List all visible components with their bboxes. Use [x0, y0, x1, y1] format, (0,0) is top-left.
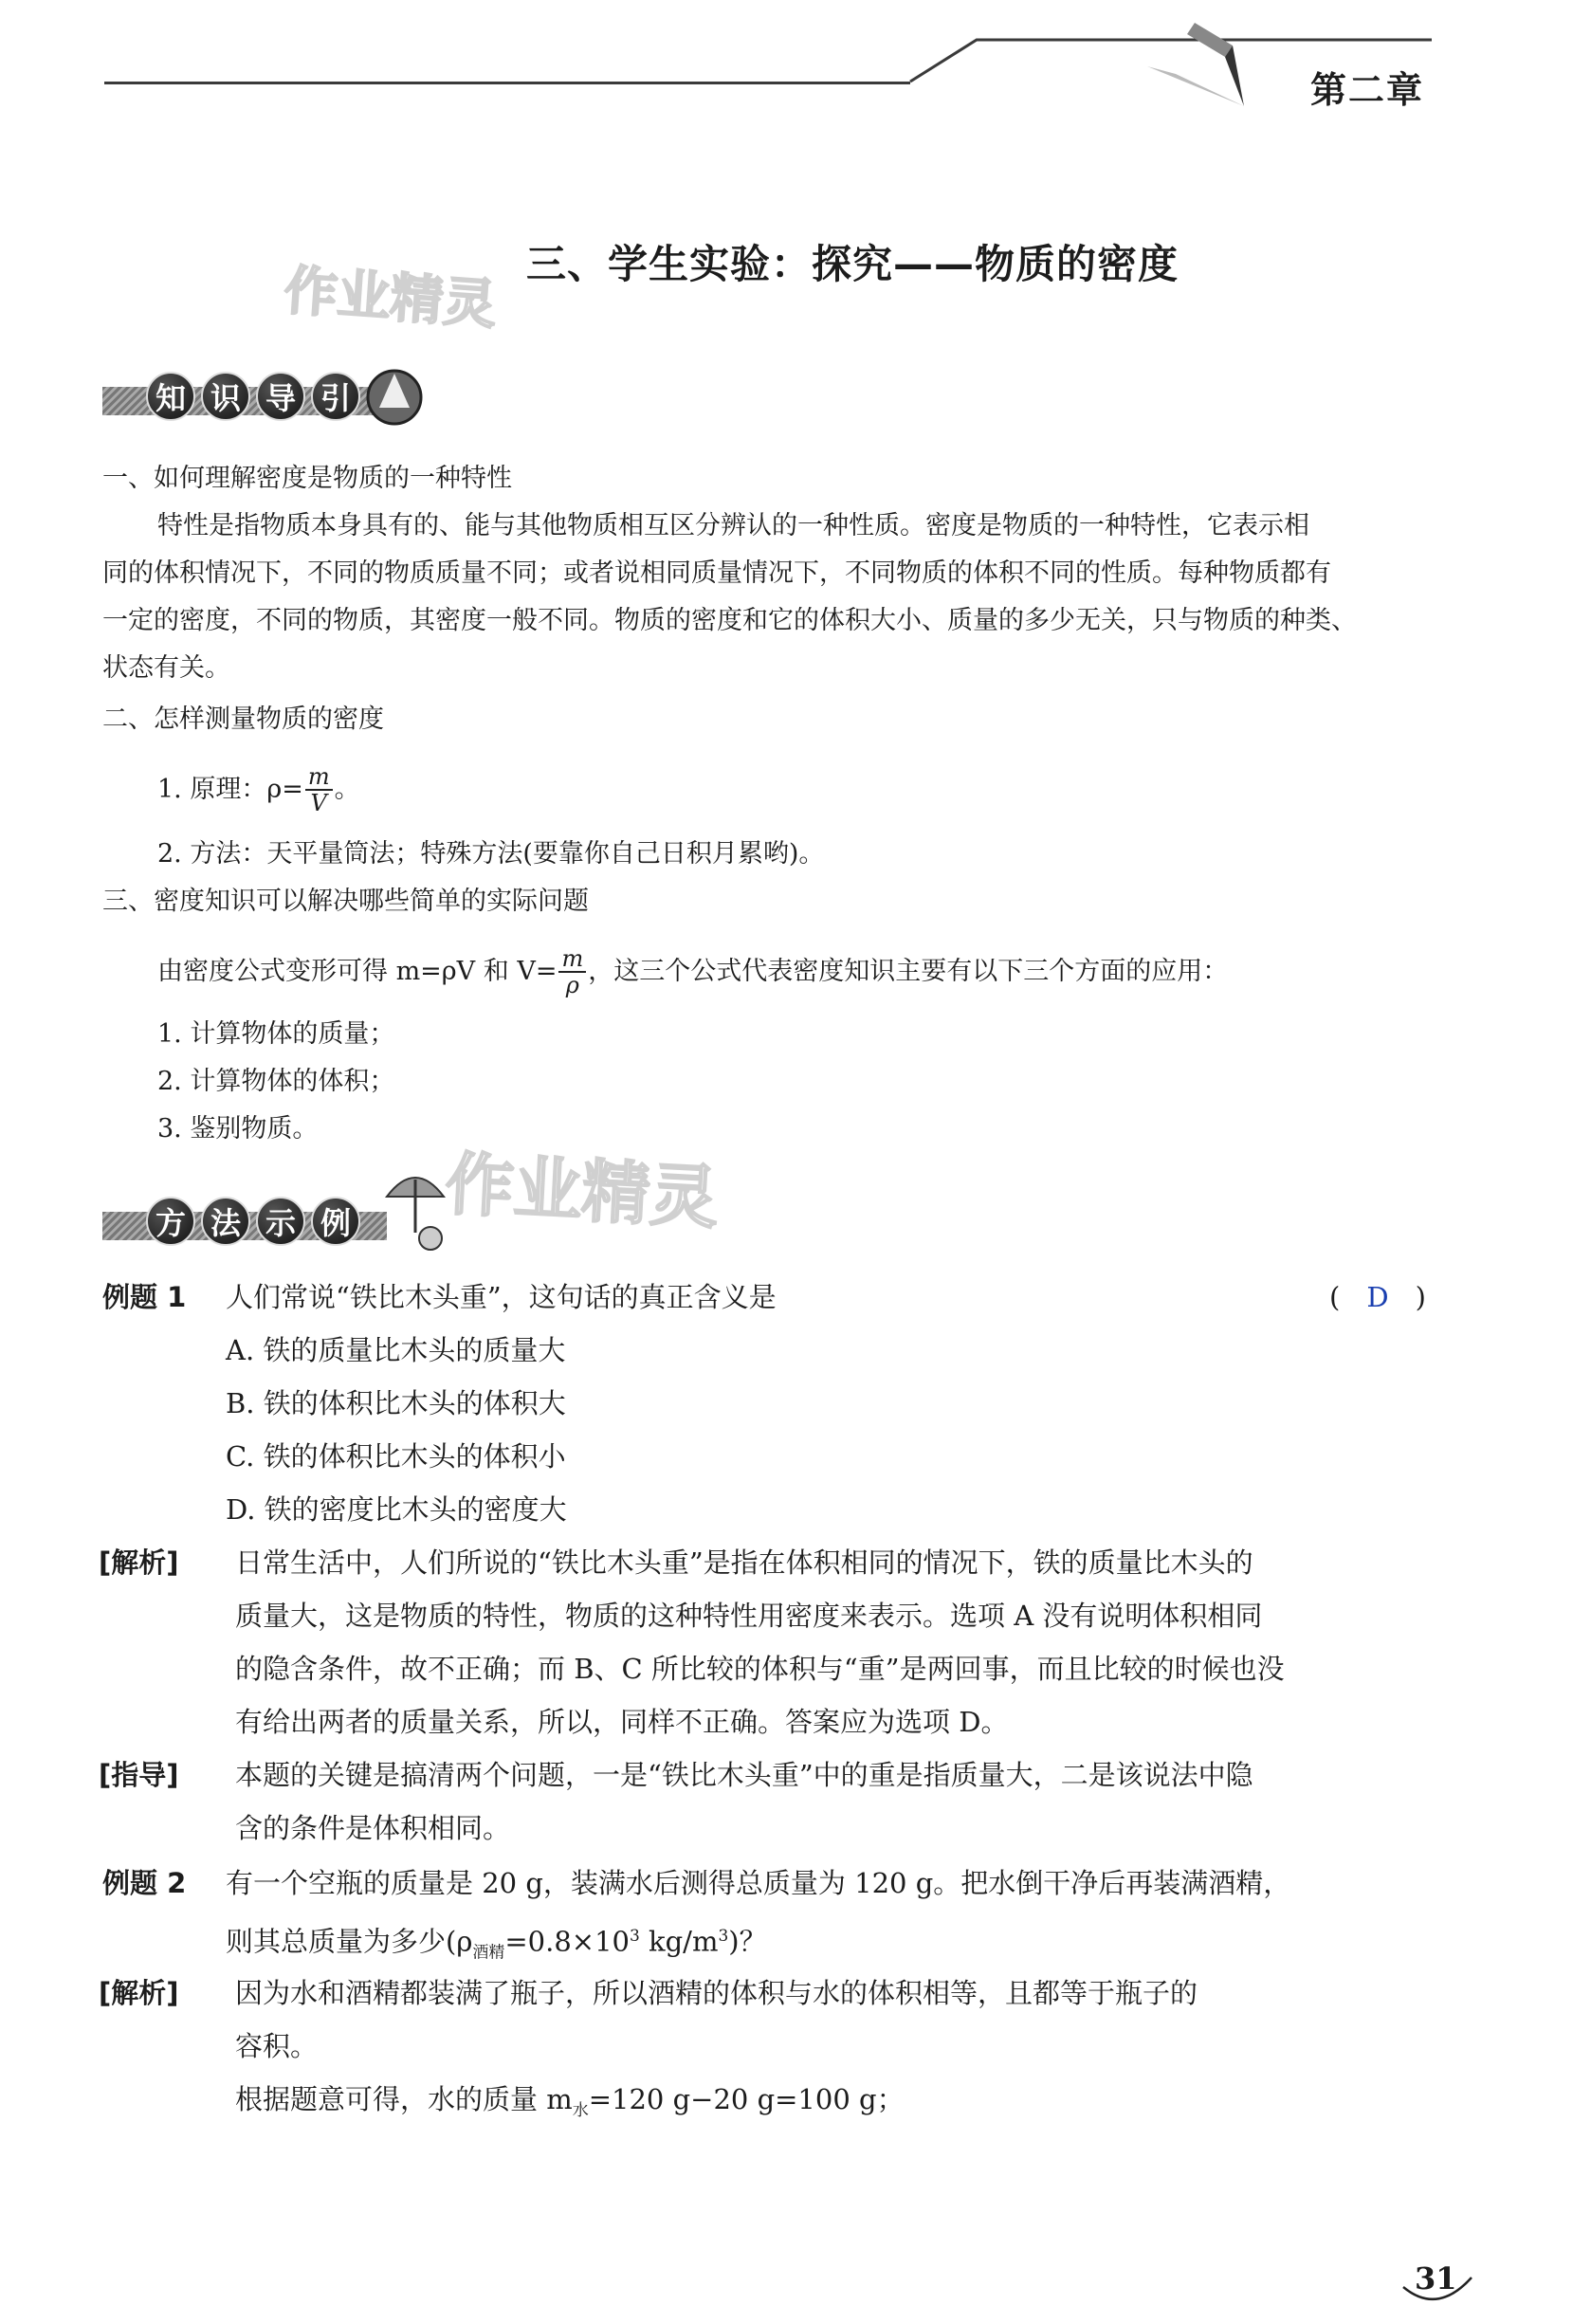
- banner-char: 方: [146, 1197, 195, 1246]
- banner-char: 知: [146, 372, 195, 421]
- fraction-denominator: V: [310, 790, 327, 817]
- chapter-label: 第二章: [1310, 69, 1425, 111]
- bracket-right: ): [1415, 1281, 1426, 1313]
- paragraph-line: 状态有关。: [102, 653, 230, 683]
- analysis-line: 的隐含条件，故不正确；而 B、C 所比较的体积与“重”是两回事，而且比较的时候也没: [235, 1653, 1285, 1685]
- guidance-line: 本题的关键是搞清两个问题，一是“铁比木头重”中的重是指质量大，二是该说法中隐: [235, 1759, 1253, 1791]
- umbrella-icon: [377, 1159, 453, 1253]
- banner-char: 法: [201, 1197, 250, 1246]
- q2-superscript: 3: [630, 1927, 640, 1946]
- paragraph-line: 同的体积情况下，不同的物质质量不同；或者说相同质量情况下，不同物质的体积不同的性质。每种物质都有: [102, 558, 1331, 588]
- option-c: C. 铁的体积比木头的体积小: [226, 1440, 566, 1473]
- q2-subscript: 酒精: [472, 1943, 505, 1963]
- banner-char: 示: [256, 1197, 305, 1246]
- bracket-left: (: [1329, 1281, 1341, 1313]
- example-2-label: 例题 2: [102, 1867, 187, 1899]
- analysis-line: 质量大，这是物质的特性，物质的这种特性用密度来表示。选项 A 没有说明体积相同: [235, 1600, 1263, 1632]
- option-a: A. 铁的质量比木头的质量大: [226, 1334, 566, 1366]
- paragraph-line: 特性是指物质本身具有的、能与其他物质相互区分辨认的一种性质。密度是物质的一种特性，它表示相: [157, 511, 1309, 540]
- formula-suffix: ，这三个公式代表密度知识主要有以下三个方面的应用：: [588, 957, 1229, 987]
- principle-prefix: 1. 原理：ρ=: [157, 775, 303, 805]
- mass-text: =120 g−20 g=100 g；: [588, 2083, 905, 2115]
- analysis-1-label: [解析]: [99, 1546, 179, 1579]
- fraction-denominator: ρ: [565, 972, 579, 999]
- q2-superscript: 3: [718, 1927, 729, 1946]
- formula-paragraph: [157, 946, 1228, 998]
- paragraph-line: 一定的密度，不同的物质，其密度一般不同。物质的密度和它的体积大小、质量的多少无关，只与物质的种类、: [102, 606, 1357, 635]
- principle-suffix: 。: [334, 775, 360, 805]
- banner-char: 例: [311, 1197, 360, 1246]
- analysis-2-label: [解析]: [99, 1977, 179, 2009]
- page-number-decoration: [1399, 2270, 1475, 2308]
- q2-text: =0.8×10: [504, 1925, 630, 1958]
- analysis-line: 日常生活中，人们所说的“铁比木头重”是指在体积相同的情况下，铁的质量比木头的: [235, 1546, 1253, 1579]
- list-item: 2. 计算物体的体积；: [157, 1067, 395, 1096]
- heading-1: 一、如何理解密度是物质的一种特性: [102, 464, 512, 493]
- principle-item: [157, 764, 360, 816]
- banner-char: 识: [201, 372, 250, 421]
- guidance-label: [指导]: [99, 1759, 179, 1791]
- sphere-icon: [357, 364, 432, 430]
- analysis-line: 因为水和酒精都装满了瓶子，所以酒精的体积与水的体积相等，且都等于瓶子的: [235, 1977, 1198, 2009]
- answer-bracket: [1329, 1271, 1426, 1324]
- q2-text: 则其总质量为多少(ρ: [226, 1925, 473, 1958]
- analysis-line: 容积。: [235, 2030, 319, 2062]
- mass-text: 根据题意可得，水的质量 m: [235, 2083, 573, 2115]
- list-item: 3. 鉴别物质。: [157, 1114, 319, 1144]
- example-1-question: 人们常说“铁比木头重”，这句话的真正含义是: [226, 1281, 777, 1313]
- analysis-line-mass: [235, 2073, 905, 2137]
- fraction-numerator: m: [305, 764, 333, 791]
- method-item: 2. 方法：天平量筒法；特殊方法(要靠你自己日积月累哟)。: [157, 839, 825, 869]
- option-d: D. 铁的密度比木头的密度大: [226, 1493, 567, 1526]
- watermark: 作业精灵: [282, 260, 499, 337]
- page-title: 三、学生实验：探究——物质的密度: [525, 241, 1179, 287]
- heading-3: 三、密度知识可以解决哪些简单的实际问题: [102, 887, 589, 916]
- page-number: 31: [1415, 2260, 1457, 2297]
- q2-text: kg/m: [639, 1925, 719, 1958]
- header-rule: [104, 82, 910, 84]
- analysis-line: 有给出两者的质量关系，所以，同样不正确。答案应为选项 D。: [235, 1706, 1009, 1738]
- fraction-numerator: m: [558, 946, 586, 973]
- list-item: 1. 计算物体的质量；: [157, 1019, 395, 1049]
- formula-prefix: 由密度公式变形可得 m=ρV 和 V=: [157, 957, 558, 987]
- watermark: 作业精灵: [443, 1144, 721, 1238]
- mass-subscript: 水: [572, 2100, 589, 2120]
- fraction-m-over-rho: [558, 946, 586, 998]
- answer-value: D: [1366, 1281, 1389, 1313]
- guidance-line: 含的条件是体积相同。: [235, 1812, 511, 1844]
- fraction-m-over-v: [305, 764, 333, 816]
- option-b: B. 铁的体积比木头的体积大: [226, 1387, 566, 1419]
- banner-char: 导: [256, 372, 305, 421]
- example-1-label: 例题 1: [102, 1281, 187, 1313]
- heading-2: 二、怎样测量物质的密度: [102, 705, 384, 734]
- banner-char: 引: [311, 372, 360, 421]
- q2-text: )？: [728, 1925, 767, 1958]
- example-2-question: 有一个空瓶的质量是 20 g，装满水后测得总质量为 120 g。把水倒干净后再装满酒精，: [226, 1867, 1291, 1899]
